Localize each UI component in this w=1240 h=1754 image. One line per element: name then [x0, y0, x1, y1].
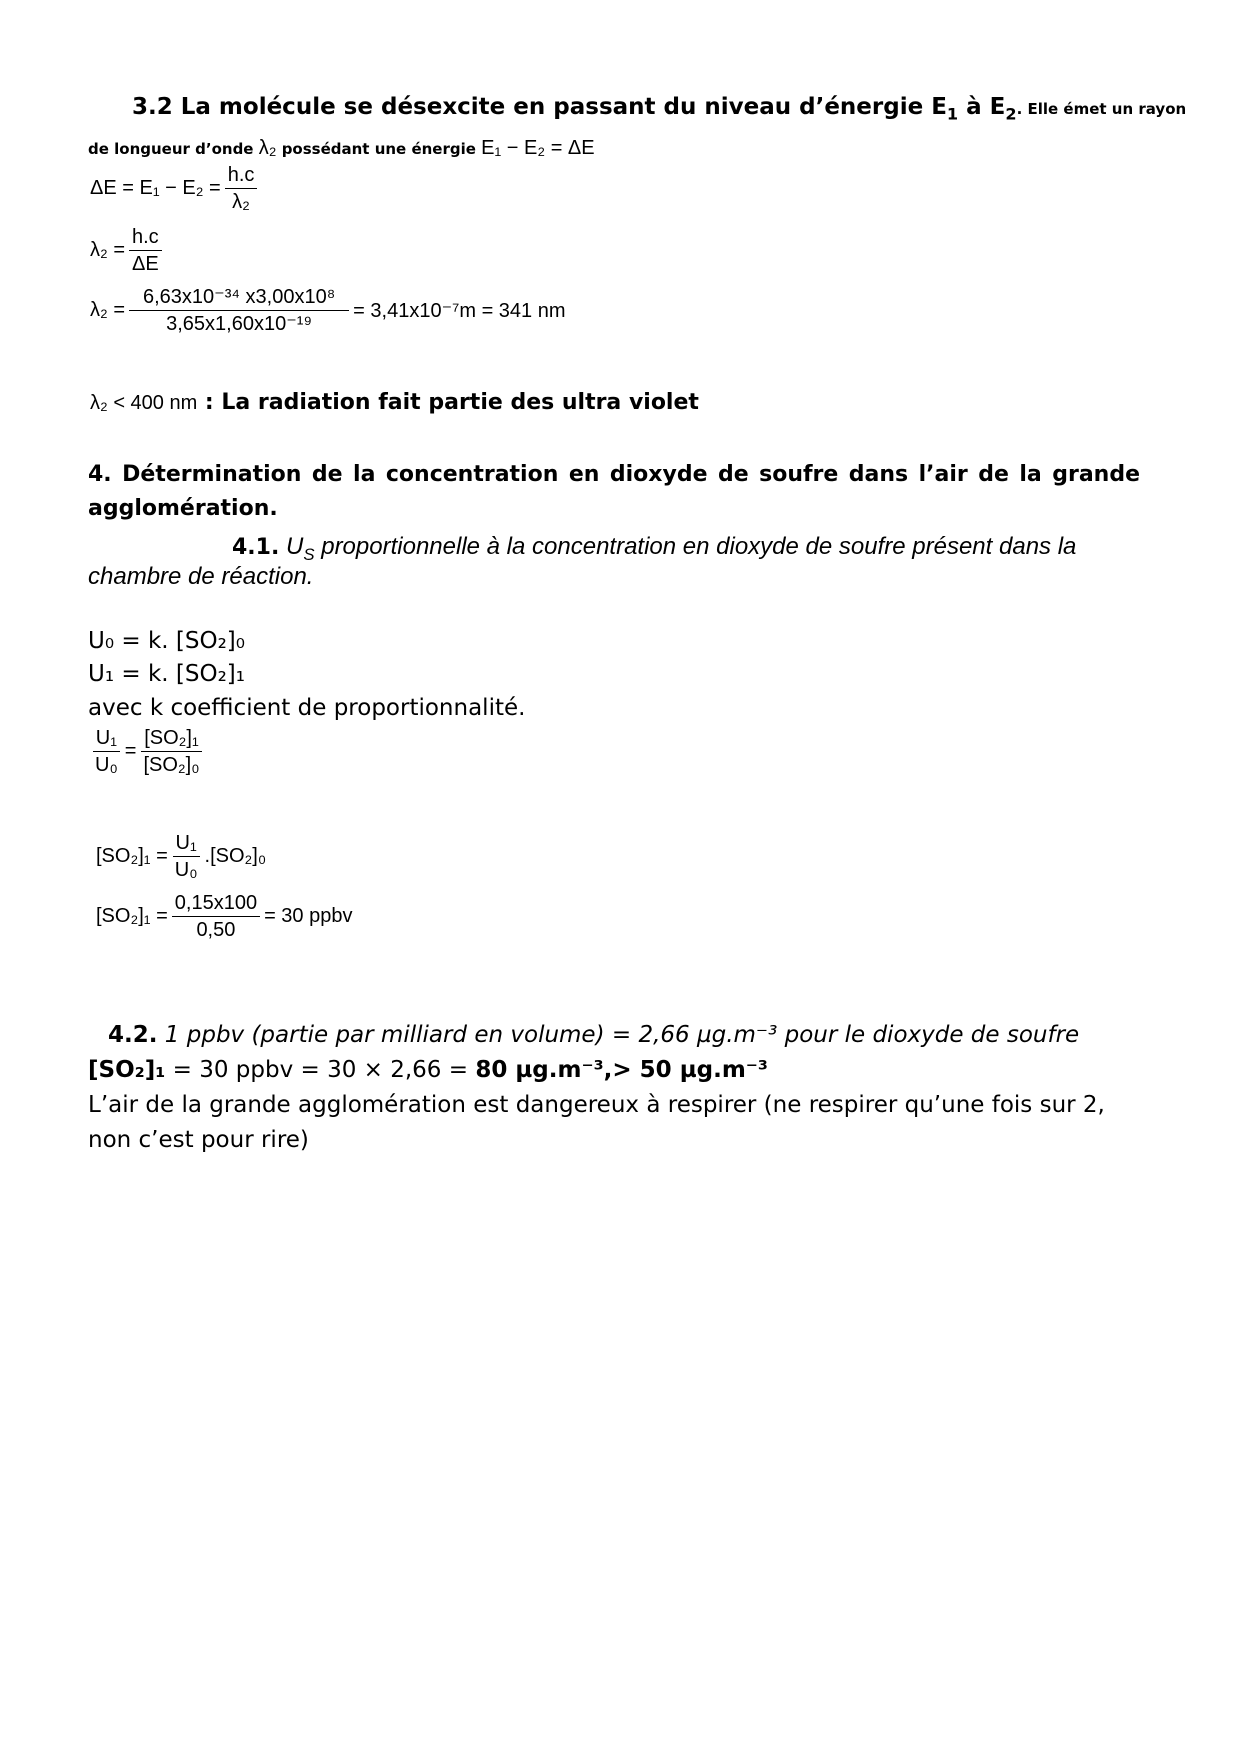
text: de longueur d’onde — [88, 140, 259, 158]
denominator: λ₂ — [232, 191, 250, 213]
section-4-1-line2: chambre de réaction. — [88, 563, 314, 590]
section-4-title-line2: agglomération. — [88, 496, 278, 521]
title-text: à E — [958, 94, 1006, 120]
equation-rhs: = 30 ppbv — [264, 905, 353, 927]
text — [279, 533, 1077, 564]
denominator: U₀ — [95, 754, 118, 776]
subscript: 2 — [1005, 104, 1017, 124]
equation-lambda — [90, 226, 166, 275]
section-4-2-line4: non c’est pour rire) — [88, 1127, 309, 1153]
section-4-2-line3: L’air de la grande agglomération est dangereux à respirer (ne respirer qu’une fois sur 2, — [88, 1092, 1105, 1118]
numerator: h.c — [129, 226, 162, 251]
equation-lhs: ΔE = E₁ − E₂ = — [90, 177, 221, 199]
u1-equation: U₁ = k. [SO₂]₁ — [88, 661, 245, 687]
equation-lhs: [SO₂]₁ = — [96, 845, 168, 867]
equation-lhs: [SO₂]₁ = — [96, 905, 168, 927]
conversion-text: 1 ppbv (partie par milliard en volume) = 2,66 µg.m⁻³ pour le dioxyde de soufre — [157, 1022, 1080, 1048]
fraction — [129, 226, 162, 275]
fraction-left — [92, 727, 121, 776]
numerator: 0,15x100 — [172, 892, 260, 917]
subscript: S — [303, 544, 315, 564]
equation-rhs: .[SO₂]₀ — [204, 845, 267, 867]
fraction-right — [140, 727, 202, 776]
wavelength-line — [88, 137, 595, 160]
equation-delta-e — [90, 164, 261, 213]
numerator: h.c — [225, 164, 258, 189]
fraction — [172, 892, 260, 941]
fraction — [129, 286, 349, 335]
fraction — [172, 832, 201, 881]
result: 80 µg.m⁻³,> 50 µg.m⁻³ — [475, 1057, 768, 1083]
numerator: U₁ — [173, 832, 200, 857]
denominator: ΔE — [132, 253, 159, 275]
numerator: U₁ — [93, 727, 120, 752]
u0-equation: U₀ = k. [SO₂]₀ — [88, 628, 245, 654]
fraction — [225, 164, 258, 213]
lambda-symbol: λ₂ — [258, 137, 277, 159]
text: possédant une énergie — [276, 140, 482, 158]
section-4-2-line2 — [88, 1057, 768, 1083]
title-text: 3.2 La molécule se désexcite en passant du niveau d’énergie E — [132, 94, 947, 120]
concentration-symbol: [SO₂]₁ — [88, 1057, 166, 1083]
conclusion-text: : La radiation fait partie des ultra violet — [197, 390, 699, 415]
denominator: 0,50 — [196, 919, 236, 941]
k-definition: avec k coefficient de proportionnalité. — [88, 695, 526, 721]
section-number: 4.1. — [232, 535, 280, 560]
subscript: 1 — [946, 104, 959, 124]
section-3-2-title — [132, 94, 1186, 124]
calculation: = 30 ppbv = 30 × 2,66 = — [165, 1057, 476, 1083]
equation-lambda-numeric — [90, 286, 566, 335]
numerator: 6,63x10⁻³⁴ x3,00x10⁸ — [129, 286, 349, 311]
equation-lhs: λ₂ = — [90, 299, 125, 321]
section-4-2-line1 — [108, 1022, 1079, 1048]
ratio-equation — [88, 727, 207, 776]
section-4-title-line1: 4. Détermination de la concentration en dioxyde de soufre dans l’air de la grande — [88, 462, 1140, 487]
denominator: 3,65x1,60x10⁻¹⁹ — [166, 313, 313, 335]
energy-equation: E₁ − E₂ = ΔE — [481, 137, 595, 159]
text: proportionnelle à la concentration en dioxyde de soufre présent dans la — [314, 533, 1077, 560]
so2-numeric — [96, 892, 352, 941]
uv-conclusion — [90, 390, 699, 415]
denominator: [SO₂]₀ — [143, 754, 200, 776]
section-number: 4.2. — [108, 1022, 158, 1048]
inequality: λ₂ < 400 nm — [90, 392, 198, 414]
equals: = — [124, 740, 137, 762]
equation-rhs: = 3,41x10⁻⁷m = 341 nm — [353, 300, 566, 322]
title-text: . Elle émet un rayon — [1016, 100, 1187, 118]
equation-lhs: λ₂ = — [90, 239, 125, 261]
section-4-1-line1 — [232, 533, 1076, 565]
so2-formula — [96, 832, 266, 881]
denominator: U₀ — [174, 859, 198, 881]
numerator: [SO₂]₁ — [141, 727, 202, 752]
text: U — [279, 533, 304, 560]
